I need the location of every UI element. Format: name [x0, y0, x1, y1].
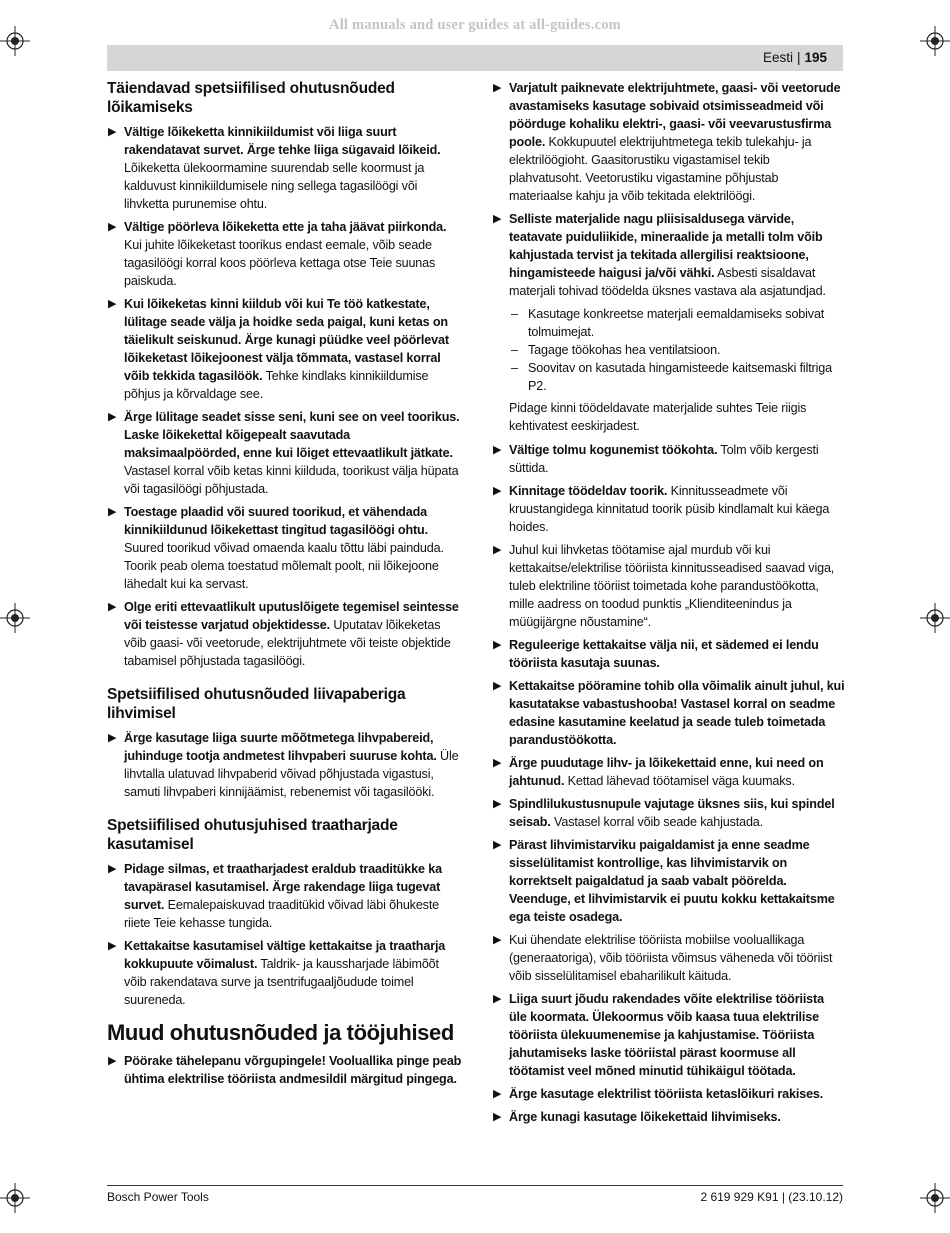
triangle-bullet-icon: ▶ — [493, 680, 502, 692]
list-item — [492, 1085, 845, 1103]
item-bold-text: Vältige tolmu kogunemist töökohta. — [509, 443, 718, 457]
item-bold-text: Reguleerige kettakaitse välja nii, et sädemed ei lendu tööriista kasutaja suunas. — [509, 638, 819, 670]
list-item — [492, 636, 845, 672]
registration-mark-icon — [920, 603, 950, 633]
list-item — [492, 441, 845, 477]
list-item — [492, 795, 845, 831]
watermark: All manuals and user guides at all-guides.com — [329, 17, 621, 33]
item-text: Tolm võib kergesti süttida. — [509, 443, 819, 475]
list-item — [107, 598, 463, 670]
item-bold-text: Olge eriti ettevaatlikult uputuslõigete tegemisel seintesse või teistesse varjatud objektidesse. — [124, 600, 459, 632]
triangle-bullet-icon: ▶ — [108, 601, 117, 613]
item-text: Asbesti sisaldavat materjali tohivad töödelda üksnes vastava ala asjatundjad. — [509, 266, 826, 298]
item-bold-text: Kui lõikeketas kinni kiildub või kui Te töö katkestate, lülitage seade välja ja hoidke seda paigal, kuni ketas on täielikult seiskunud. Ärge kunagi püüdke veel pöörlevat lõikeketast lõikejoonest välja tõmmata, vastasel korral võib tekkida tagasilöök. — [124, 297, 449, 383]
triangle-bullet-icon: ▶ — [493, 639, 502, 651]
item-text: Suured toorikud võivad omaenda kaalu tõttu läbi painduda. Toorik peab olema toestatud mõlemalt poolt, nii lõikejoone lähedalt kui ka servast. — [124, 541, 444, 591]
list-item — [492, 482, 845, 536]
list-item — [107, 503, 463, 593]
triangle-bullet-icon: ▶ — [108, 940, 117, 952]
item-text: Üle lihvtalla ulatuvad lihvpaberid võivad põhjustada vigastusi, samuti lihvpaberi kinnijäämist, rebenemist või tagasilööki. — [124, 749, 459, 799]
item-bold-text: Ärge kasutage elektrilist tööriista ketaslõikuri rakises. — [509, 1087, 824, 1101]
item-bold-text: Vältige lõikeketta kinnikiildumist või liiga suurt rakendatavat survet. Ärge tehke liiga sügavaid lõikeid. — [124, 125, 441, 157]
list-item — [492, 990, 845, 1080]
triangle-bullet-icon: ▶ — [108, 221, 117, 233]
triangle-bullet-icon: ▶ — [108, 298, 117, 310]
item-text: Tehke kindlaks kinnikiildumise põhjus ja kõrvaldage see. — [124, 369, 429, 401]
page-header — [107, 45, 843, 71]
list-item — [492, 677, 845, 749]
item-bold-text: Ärge kunagi kasutage lõikekettaid lihvimiseks. — [509, 1110, 781, 1124]
triangle-bullet-icon: ▶ — [493, 934, 502, 946]
list-item — [107, 1052, 463, 1088]
item-bold-text: Kinnitage töödeldav toorik. — [509, 484, 668, 498]
item-bold-text: Ärge kasutage liiga suurte mõõtmetega lihvpabereid, juhinduge tootja andmetest lihvpaberi suuruse kohta. — [124, 731, 437, 763]
item-bold-text: Liiga suurt jõudu rakendades võite elektrilise tööriista üle koormata. Ülekoormus võib kaasa tuua elektrilise tööriista ülekuumenemise ja kahjustamise. Tööriista jahutamiseks laske tööriistal pärast koormuse all töötamist veel mõned minutid tühikäigul töötada. — [509, 992, 824, 1078]
item-text: Kettad lähevad töötamisel väga kuumaks. — [564, 774, 795, 788]
dash-list-text: Tagage töökohas hea ventilatsioon. — [528, 343, 721, 357]
triangle-bullet-icon: ▶ — [108, 732, 117, 744]
item-text: Taldrik- ja kaussharjade läbimõõt võib rakendatava surve ja tsentrifugaaljõudude toimel suureneda. — [124, 957, 439, 1007]
triangle-bullet-icon: ▶ — [493, 798, 502, 810]
item-bold-text: Ärge lülitage seadet sisse seni, kuni see on veel toorikus. Laske lõikekettal kõigepealt saavutada maksimaalpöörded, enne kui lõiget ettevaatlikult jätkate. — [124, 410, 460, 460]
item-bold-text: Pidage silmas, et traatharjadest eraldub traaditükke ka tavapärasel kasutamisel. Ärge rakendage liiga tugevat survet. — [124, 862, 442, 912]
list-item — [107, 295, 463, 403]
triangle-bullet-icon: ▶ — [493, 444, 502, 456]
triangle-bullet-icon: ▶ — [108, 411, 117, 423]
section-title: Täiendavad spetsiifilised ohutusnõuded lõikamiseks — [107, 80, 395, 116]
triangle-bullet-icon: ▶ — [108, 126, 117, 138]
page-label — [763, 50, 827, 65]
list-item — [492, 210, 845, 300]
dash-list-text: Kasutage konkreetse materjali eemaldamiseks sobivat tolmuimejat. — [528, 307, 825, 339]
list-item — [492, 1108, 845, 1126]
note-paragraph: Pidage kinni töödeldavate materjalide suhtes Teie riigis kehtivatest eeskirjadest. — [509, 401, 807, 433]
item-bold-text: Selliste materjalide nagu pliisisaldusega värvide, teatavate puiduliikide, mineraalide ja metalli tolm võib kahjustada tervist ja tekitada allergilisi reaktsioone, hingamisteede haigusi ja/või vähki. — [509, 212, 823, 280]
triangle-bullet-icon: ▶ — [493, 839, 502, 851]
main-section-title: Muud ohutusnõuded ja tööjuhised — [107, 1020, 454, 1045]
list-item — [107, 218, 463, 290]
list-item — [107, 729, 463, 801]
list-item — [492, 754, 845, 790]
triangle-bullet-icon: ▶ — [493, 213, 502, 225]
dash-list-text: Soovitav on kasutada hingamisteede kaitsemaski filtriga P2. — [528, 361, 832, 393]
item-text: Uputatav lõikeketas võib gaasi- või veetorude, elektrijuhtmete või teiste objektide tabamisel põhjustada tagasilöögi. — [124, 618, 451, 668]
dash-list — [509, 305, 845, 395]
list-item — [107, 860, 463, 932]
item-text: Kui ühendate elektrilise tööriista mobiilse vooluallikaga (generaatoriga), võib tööriista võimsus väheneda või tööriist võib sisselülitamisel ebaharilikult käituda. — [509, 933, 833, 983]
triangle-bullet-icon: ▶ — [493, 993, 502, 1005]
list-item — [107, 408, 463, 498]
triangle-bullet-icon: ▶ — [493, 1111, 502, 1123]
triangle-bullet-icon: ▶ — [108, 863, 117, 875]
item-text: Kui juhite lõikeketast toorikus endast eemale, võib seade tagasilöögi korral koos pöörleva kettaga otse Teie suunas paiskuda. — [124, 238, 436, 288]
triangle-bullet-icon: ▶ — [493, 82, 502, 94]
item-text: Kinnitusseadmete või kruustangidega kinnitatud toorik püsib kindlamalt kui käega hoides. — [509, 484, 830, 534]
list-item — [492, 931, 845, 985]
triangle-bullet-icon: ▶ — [108, 506, 117, 518]
list-item — [107, 937, 463, 1009]
triangle-bullet-icon: ▶ — [108, 1055, 117, 1067]
registration-mark-icon — [920, 26, 950, 56]
item-text: Lõikeketta ülekoormamine suurendab selle koormust ja kalduvust kinnikiildumisele ning sellega tagasilöögi või lihvketta purunemise ohtu. — [124, 161, 425, 211]
section-title: Spetsiifilised ohutusnõuded liivapaberiga lihvimisel — [107, 686, 406, 722]
item-bold-text: Kettakaitse kasutamisel vältige kettakaitse ja traatharja kokkupuute võimalust. — [124, 939, 446, 971]
list-item — [492, 836, 845, 926]
registration-mark-icon — [920, 1183, 950, 1213]
list-item — [492, 541, 845, 631]
header-separator: | — [796, 50, 801, 65]
item-bold-text: Pöörake tähelepanu võrgupingele! Vooluallika pinge peab ühtima elektrilise tööriista andmesildil märgitud pingega. — [124, 1054, 462, 1086]
dash-list-item: – Soovitav on kasutada hingamisteede kaitsemaski filtriga P2. — [511, 361, 832, 393]
item-bold-text: Vältige pöörleva lõikeketta ette ja taha jäävat piirkonda. — [124, 220, 447, 234]
dash-list-item: – Kasutage konkreetse materjali eemaldamiseks sobivat tolmuimejat. — [511, 307, 825, 339]
registration-mark-icon — [0, 26, 30, 56]
item-text: Kokkupuutel elektrijuhtmetega tekib tulekahju- ja elektrilöögioht. Gaasitorustiku vigastamisel tekib plahvatusoht. Veetorustiku vigastamine põhjustab materiaalse kahju ja võib tekitada elektrilöögi. — [509, 135, 812, 203]
item-bold-text: Pärast lihvimistarviku paigaldamist ja enne seadme sisselülitamist kontrollige, kas lihvimistarvik on korrektselt paigaldatud ja saab vabalt pöörelda. Veenduge, et lihvimistarvik ei puutu kokku kettakaitsme ega teiste osadega. — [509, 838, 835, 924]
footer-doc-id: 2 619 929 K91 | (23.10.12) — [700, 1190, 843, 1204]
language-label: Eesti — [762, 50, 793, 65]
item-text: Vastasel korral võib ketas kinni kiilduda, toorikust välja hüpata või tagasilöögi põhjustada. — [124, 464, 459, 496]
left-column — [107, 79, 463, 1093]
list-item — [492, 79, 845, 205]
item-bold-text: Varjatult paiknevate elektrijuhtmete, gaasi- või veetorude avastamiseks kasutage sobivaid otsimisseadmeid või pöörduge kohaliku elektri-, gaasi- või veevarustusfirma poole. — [509, 81, 841, 149]
item-text: Juhul kui lihvketas töötamise ajal murdub või kui kettakaitse/elektrilise tööriista kinnitusseadised saavad viga, tuleb elektriline tööriist toimetada kohe parandustöökotta, mille aadress on toodud punktis „Klienditeenindus ja müügijärgne nõustamine“. — [509, 543, 835, 629]
item-bold-text: Kettakaitse pööramine tohib olla võimalik ainult juhul, kui kasutatakse vabastushooba! Vastasel korral on seadme edasine kasutamine keelatud ja seade tuleb toimetada parandustöökotta. — [509, 679, 845, 747]
page-number: 195 — [804, 50, 827, 65]
triangle-bullet-icon: ▶ — [493, 485, 502, 497]
registration-mark-icon — [0, 603, 30, 633]
footer-brand: Bosch Power Tools — [107, 1190, 209, 1204]
triangle-bullet-icon: ▶ — [493, 1088, 502, 1100]
item-bold-text: Toestage plaadid või suured toorikud, et vähendada kinnikiildunud lõikekettast tingitud tagasilöögi ohtu. — [124, 505, 428, 537]
list-item — [107, 123, 463, 213]
item-text: Eemalepaiskuvad traaditükid võivad läbi õhukeste riiete Teie kehasse tungida. — [124, 898, 440, 930]
dash-list-item: – Tagage töökohas hea ventilatsioon. — [511, 343, 721, 357]
right-column — [492, 79, 845, 1131]
item-bold-text: Ärge puudutage lihv- ja lõikekettaid enne, kui need on jahtunud. — [509, 756, 824, 788]
triangle-bullet-icon: ▶ — [493, 757, 502, 769]
item-bold-text: Spindlilukustusnupule vajutage üksnes siis, kui spindel seisab. — [509, 797, 835, 829]
triangle-bullet-icon: ▶ — [493, 544, 502, 556]
registration-mark-icon — [0, 1183, 30, 1213]
section-title: Spetsiifilised ohutusjuhised traatharjade kasutamisel — [107, 817, 398, 853]
item-text: Vastasel korral võib seade kahjustada. — [550, 815, 764, 829]
footer-divider — [107, 1185, 843, 1186]
